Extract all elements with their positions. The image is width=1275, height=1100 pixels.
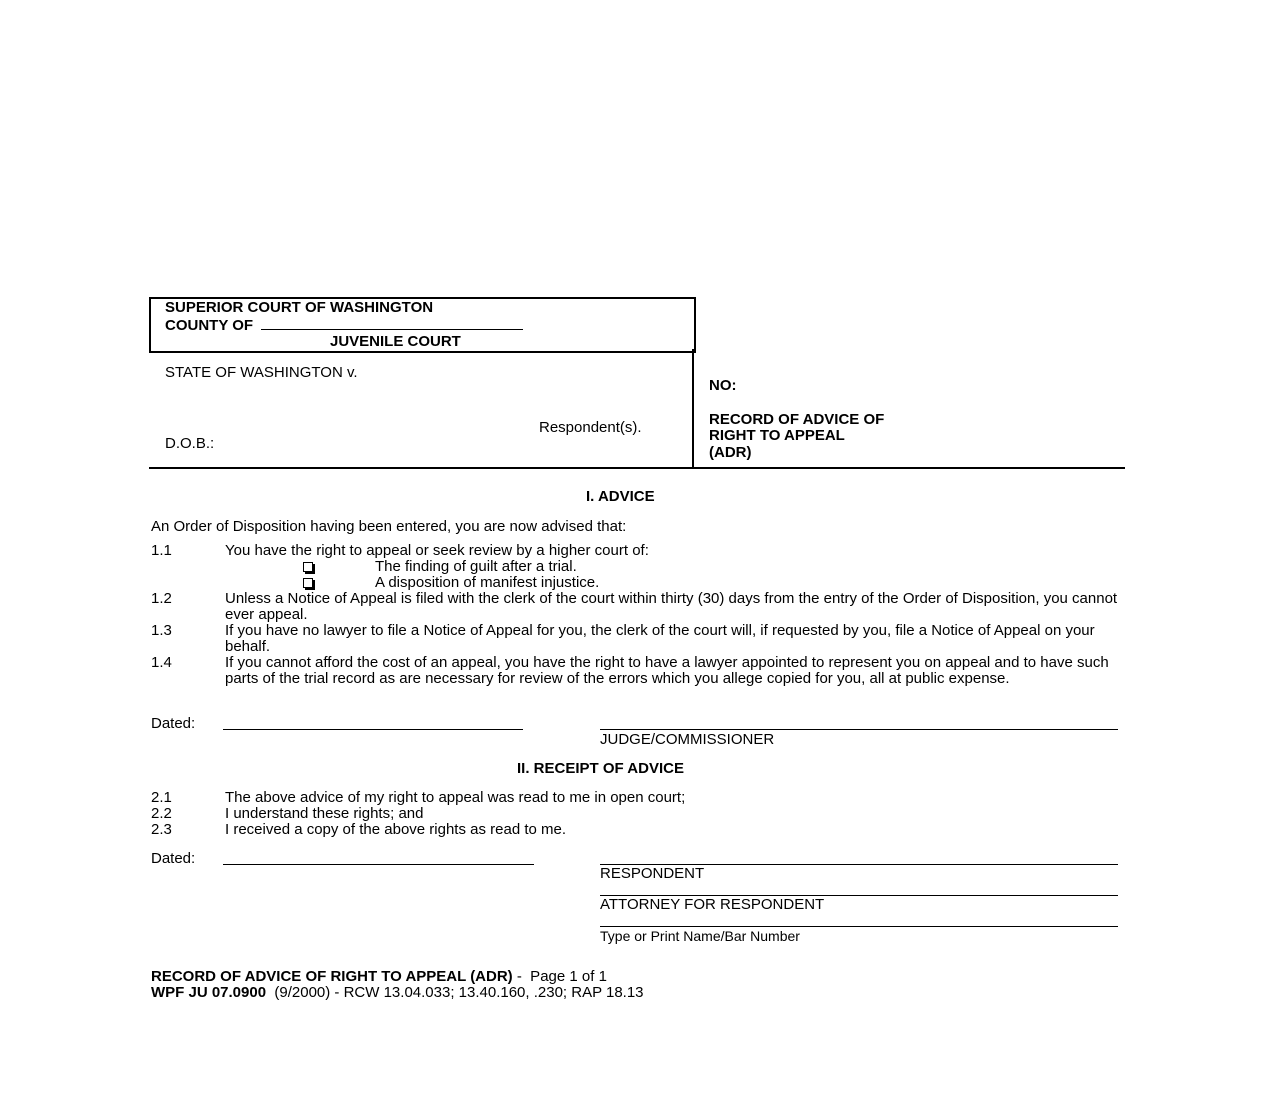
item-text: You have the right to appeal or seek review by a higher court of: [225,542,649,559]
item-text: If you have no lawyer to file a Notice of Appeal for you, the clerk of the court will, if requested by you, file a Notice of Appeal on your behalf. [225,622,1095,655]
attorney-signature-label: ATTORNEY FOR RESPONDENT [600,896,825,913]
print-name-line[interactable] [600,926,1118,927]
item-text: If you cannot afford the cost of an appeal, you have the right to have a lawyer appointed to represent you on appeal and to have such parts of the trial record as are necessary for review of the errors which you allege copied for you, all at public expense. [225,654,1109,687]
item-number: 1.3 [151,622,172,639]
item-number: 2.1 [151,789,172,806]
dated-blank-line[interactable] [223,864,534,865]
footer-title: RECORD OF ADVICE OF RIGHT TO APPEAL (ADR) [151,968,513,985]
footer-citation: (9/2000) - RCW 13.04.033; 13.40.160, .230; RAP 18.13 [266,984,644,1001]
doc-title-line1: RECORD OF ADVICE OF [709,411,885,428]
footer-page: - Page 1 of 1 [512,968,607,985]
section-advice-heading: I. ADVICE [586,488,655,505]
item-number: 1.1 [151,542,172,559]
dated-label: Dated: [151,715,196,732]
item-text: The above advice of my right to appeal was read to me in open court; [225,789,686,806]
manifest-injustice-checkbox[interactable] [303,578,313,588]
footer-form-line [151,985,644,1001]
item-number: 2.2 [151,805,172,822]
item-number: 1.4 [151,654,172,671]
item-number: 2.3 [151,821,172,838]
juvenile-court-label: JUVENILE COURT [330,333,461,350]
advice-intro: An Order of Disposition having been entered, you are now advised that: [151,518,627,535]
item-text: I received a copy of the above rights as read to me. [225,821,567,838]
item-text: I understand these rights; and [225,805,424,822]
print-name-label: Type or Print Name/Bar Number [600,928,800,944]
section-receipt-heading: II. RECEIPT OF ADVICE [517,760,684,777]
footer-title-line [151,969,607,985]
subitem-text: The finding of guilt after a trial. [375,558,577,575]
respondent-label: Respondent(s). [539,419,642,436]
dated-label: Dated: [151,850,196,867]
finding-of-guilt-checkbox[interactable] [303,562,313,572]
caption-bottom-rule [149,467,1125,469]
county-line [165,317,523,334]
dob-label: D.O.B.: [165,435,215,452]
dated-blank-line[interactable] [223,729,523,730]
judge-signature-label: JUDGE/COMMISSIONER [600,731,775,748]
party-line: STATE OF WASHINGTON v. [165,364,358,381]
respondent-signature-label: RESPONDENT [600,865,705,882]
item-text: Unless a Notice of Appeal is filed with the clerk of the court within thirty (30) days from the entry of the Order of Disposition, you cannot ever appeal. [225,590,1118,623]
judge-signature-line[interactable] [600,729,1118,730]
subitem-text: A disposition of manifest injustice. [375,574,600,591]
case-no-label: NO: [709,377,737,394]
footer-form-id: WPF JU 07.0900 [151,984,267,1001]
item-number: 1.2 [151,590,172,607]
caption-divider [692,349,694,469]
county-blank[interactable] [261,317,523,330]
doc-title-line3: (ADR) [709,444,752,461]
doc-title-line2: RIGHT TO APPEAL [709,427,845,444]
court-name: SUPERIOR COURT OF WASHINGTON [165,299,434,316]
county-label: COUNTY OF [165,317,254,334]
